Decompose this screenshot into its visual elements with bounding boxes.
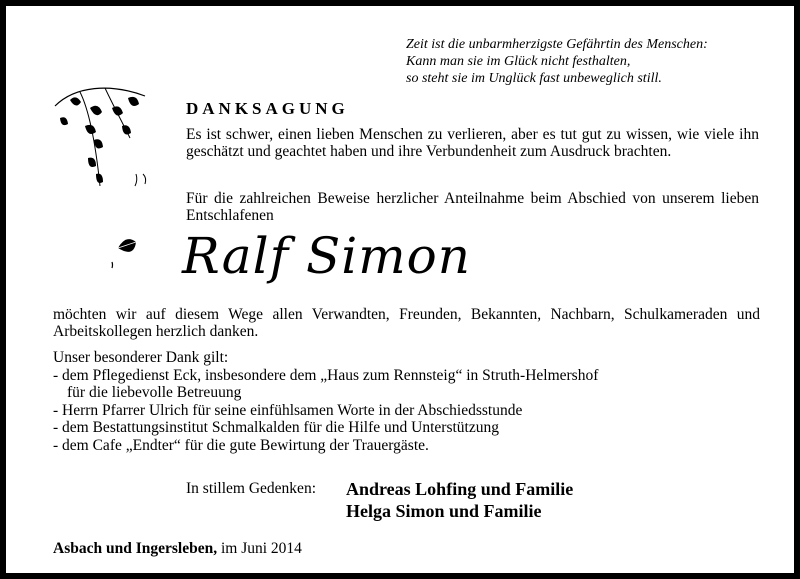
list-item: - Herrn Pfarrer Ulrich für seine einfühlsamen Worte in der Abschiedsstunde bbox=[53, 401, 523, 419]
motto-line: so steht sie im Unglück fast unbeweglich still. bbox=[406, 71, 662, 86]
list-item: - dem Pflegedienst Eck, insbesondere dem „Haus zum Rennsteig“ in Struth-Helmershof bbox=[53, 366, 599, 384]
deceased-name: Ralf Simon bbox=[182, 227, 471, 285]
signature-name: Helga Simon und Familie bbox=[346, 501, 542, 521]
list-item: - dem Bestattungsinstitut Schmalkalden für die Hilfe und Unterstützung bbox=[53, 419, 499, 437]
special-thanks-list bbox=[53, 349, 598, 455]
signature-names bbox=[346, 478, 573, 522]
list-item: - dem Cafe „Endter“ für die gute Bewirtung der Trauergäste. bbox=[53, 436, 429, 454]
motto-line: Kann man sie im Glück nicht festhalten, bbox=[406, 54, 631, 69]
signature-label: In stillem Gedenken: bbox=[186, 480, 316, 497]
place-date bbox=[53, 540, 302, 558]
falling-leaves-icon bbox=[50, 78, 150, 198]
intro-paragraph: Es ist schwer, einen lieben Menschen zu verlieren, aber es tut gut zu wissen, wie viele ihn geschätzt und geachtet haben und ihre Verbundenheit zum Ausdruck brachten. bbox=[186, 126, 759, 160]
thanks-paragraph: möchten wir auf diesem Wege allen Verwandten, Freunden, Bekannten, Nachbarn, Schulkameraden und Arbeitskollegen herzlich danken. bbox=[53, 306, 760, 340]
motto-line: Zeit ist die unbarmherzigste Gefährtin des Menschen: bbox=[406, 37, 708, 52]
signature-block bbox=[186, 478, 574, 521]
page-title: DANKSAGUNG bbox=[186, 99, 349, 118]
list-item: für die liebevolle Betreuung bbox=[67, 384, 242, 402]
date: im Juni 2014 bbox=[220, 540, 302, 557]
signature-name: Andreas Lohfing und Familie bbox=[346, 479, 574, 499]
leaf-icon bbox=[106, 226, 146, 276]
thanks-intro: Unser besonderer Dank gilt: bbox=[53, 349, 229, 366]
appreciation-paragraph: Für die zahlreichen Beweise herzlicher Anteilnahme beim Abschied von unserem lieben Entschlafenen bbox=[186, 190, 759, 224]
place: Asbach und Ingersleben, bbox=[53, 540, 218, 557]
motto-quote bbox=[406, 36, 786, 87]
